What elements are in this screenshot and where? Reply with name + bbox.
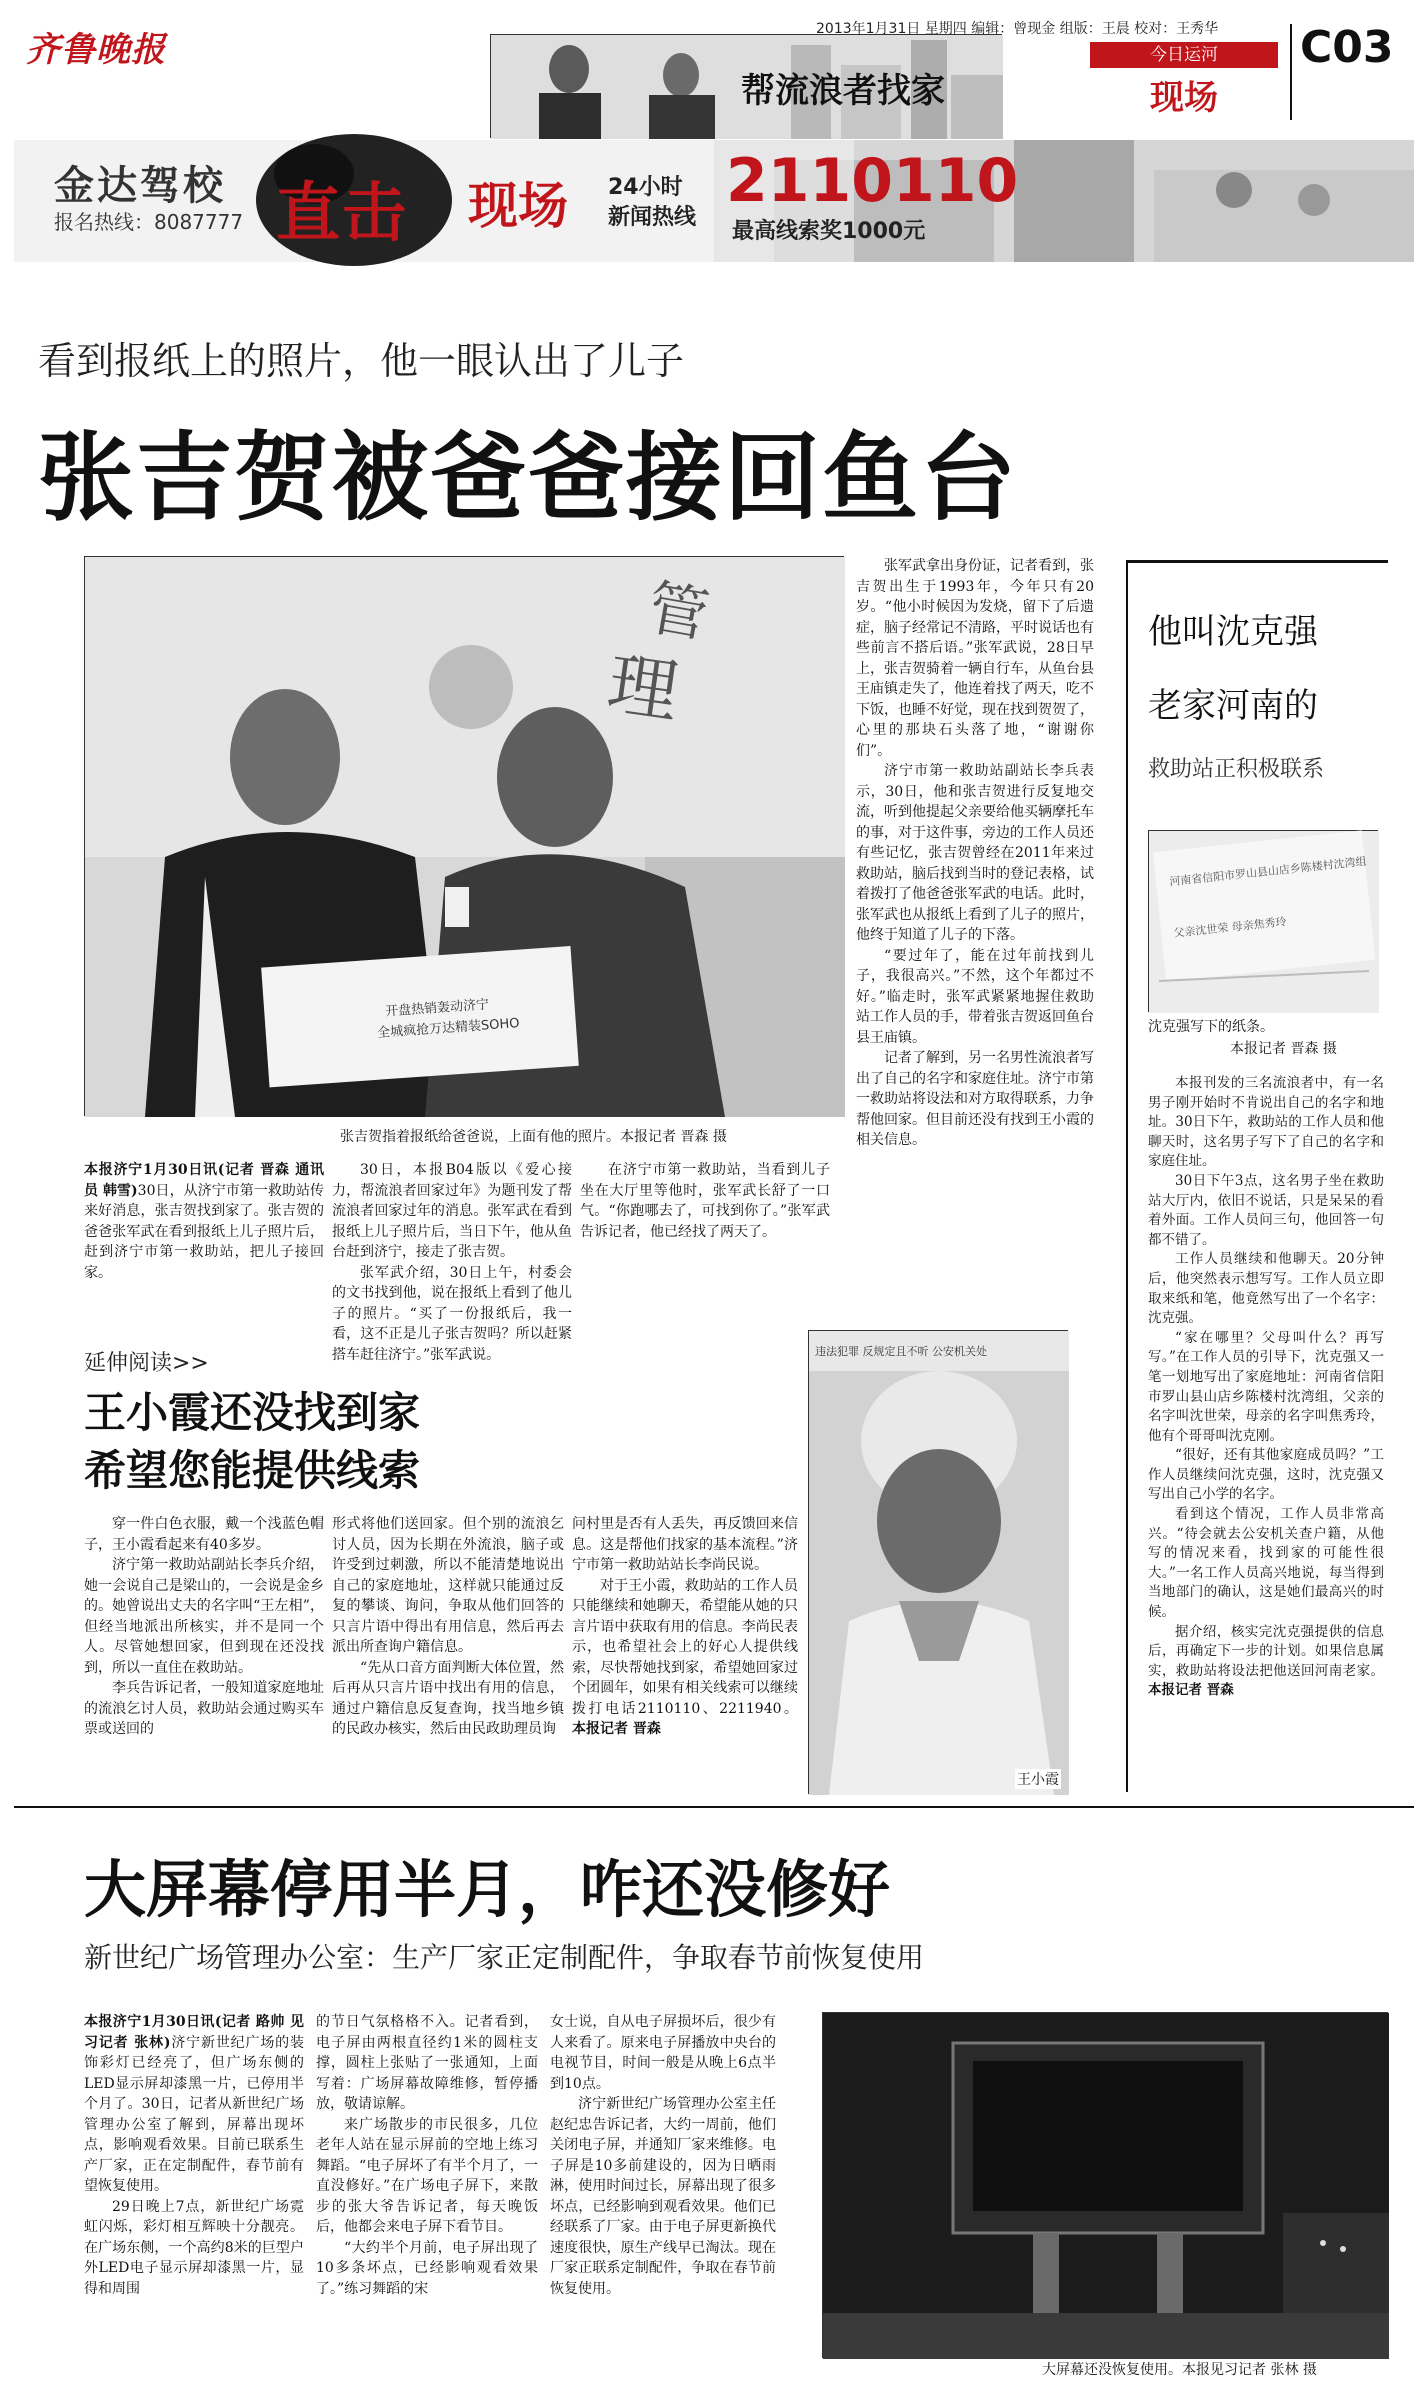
article3-col2 [316,2012,538,2356]
brand-zhiji: 直击 [276,177,408,251]
sidebar-photo-note-1: 河南省信阳市罗山县山店乡陈楼村沈湾组 [1168,854,1368,889]
article3-deck: 新世纪广场管理办公室：生产厂家正定制配件，争取春节前恢复使用 [84,1941,925,1974]
svg-text:管: 管 [642,572,714,653]
article2-photo-art [809,1331,1069,1795]
article3-col3 [550,2012,776,2356]
article1-photo [84,556,844,1116]
hotline-label-1: 24小时 [608,175,683,200]
masthead [0,0,1417,150]
article1-col3-text: 在济宁市第一救助站，当看到儿子坐在大厅里等他时，张军武长舒了一口气。“你跑哪去了，可找到你了。”张军武告诉记者，他已经找了两天了。 [580,1162,830,1240]
sidebar-p7 [1148,1623,1384,1701]
school-name: 金达驾校 [54,163,226,209]
article1-headline: 张吉贺被爸爸接回鱼台 [38,422,1018,534]
article1-dateline: 本报济宁1月30日讯(记者 晋森 通讯员 韩雪) [84,1162,324,1199]
hotline-label-2: 新闻热线 [608,205,697,230]
sidebar-p7-text: 据介绍，核实完沈克强提供的信息后，再确定下一步的计划。如果信息属实，救助站将设法把他送回河南老家。 [1148,1623,1384,1679]
article2-headline-1: 王小霞还没找到家 [84,1388,421,1437]
sidebar-p4: “家在哪里？父母叫什么？再写写。”在工作人员的引导下，沈克强又一笔一划地写出了家庭地址：河南省信阳市罗山县山店乡陈楼村沈湾组，父亲的名字叫沈世荣，母亲的名字叫焦秀玲，他有个哥哥叫沈克刚。 [1148,1329,1384,1444]
banner-title: 帮流浪者找家 [741,71,945,111]
photo-newspaper-line-2: 全城疯抢万达精装SOHO [376,1016,520,1041]
article2-tag: 延伸阅读>> [84,1351,209,1376]
hotline-number: 2110110 [726,146,1019,216]
article2-c2-p1: 形式将他们送回家。但个别的流浪乞讨人员，因为长期在外流浪，脑子或许受到过刺激，所以不能清楚地说出自己的家庭地址，这样就只能通过反复的攀谈、询问，争取从他们回答的只言片语中得出有用信息，然后再去派出所查询户籍信息。 [332,1516,564,1655]
article1-col1 [84,1160,324,1328]
section-box [1090,42,1278,120]
article2-c3-p2-text: 对于王小霞，救助站的工作人员只能继续和她聊天，希望能从她的只言片语中获取有用的信息。李尚民表示，也希望社会上的好心人提供线索，尽快帮她找到家，希望她回家过个团圆年，如果有相关线索可以继续拨打电话2110110、2211940。 [572,1577,798,1717]
article3-headline: 大屏幕停用半月，咋还没修好 [84,1853,891,1926]
article3-c2-p2: 来广场散步的市民很多，几位老年人站在显示屏前的空地上练习舞蹈。“电子屏坏了有半个月了，一直没修好。”在广场电子屏下，来散步的张大爷告诉记者，每天晚饭后，他都会来电子屏下看节目。 [316,2116,538,2235]
article1-col4-p1: 张军武拿出身份证，记者看到，张吉贺出生于1993年，今年只有20岁。“他小时候因为发烧，留下了后遗症，脑子经常记不清路，平时说话也有些前言不搭后语。”张军武说，28日早上，张吉贺骑着一辆自行车，从鱼台县王庙镇走失了，他连着找了两天，吃不下饭，也睡不好觉，现在找到贺贺了，心里的那块石头落了地，“谢谢你们”。 [856,558,1094,759]
article1-col1-text: 30日，从济宁市第一救助站传来好消息，张吉贺找到家了。张吉贺的爸爸张军武在看到报纸上儿子照片后，赶到济宁市第一救助站，把儿子接回家。 [84,1182,324,1281]
ad-bar [14,140,1414,262]
sidebar-body [1148,1074,1384,1780]
sidebar-photo [1148,830,1378,1012]
sidebar-top-rule [1128,560,1388,563]
article2-c1-p3: 李兵告诉记者，一般知道家庭地址的流浪乞讨人员，救助站会通过购买车票或送回的 [84,1680,324,1737]
article2-headline-2: 希望您能提供线索 [84,1446,421,1495]
article1-kicker: 看到报纸上的照片，他一眼认出了儿子 [38,339,685,383]
article2-photo [808,1330,1068,1794]
sidebar-photo-credit: 本报记者 晋森 摄 [1230,1041,1337,1057]
article2-c3-p1: 问村里是否有人丢失，再反馈回来信息。这是帮他们找家的基本流程。”济宁市第一救助站站长李尚民说。 [572,1516,798,1573]
sidebar-vline [1126,560,1128,1792]
article3-col1 [84,2012,304,2356]
sidebar-subtitle: 救助站正积极联系 [1148,757,1325,782]
banner-photo [490,34,1002,138]
section-top: 今日运河 [1090,42,1278,68]
article2-photo-caption: 王小霞 [1015,1769,1061,1789]
article2-c1-p1: 穿一件白色衣服，戴一个浅蓝色帽子，王小霞看起来有40多岁。 [84,1516,324,1553]
sidebar-photo-caption: 沈克强写下的纸条。 [1148,1019,1274,1035]
sidebar-p6: 看到这个情况，工作人员非常高兴。“待会就去公安机关查户籍，从他写的情况来看，找到家的可能性很大。”一名工作人员高兴地说，每当得到当地部门的确认，这是她们最高兴的时候。 [1148,1506,1384,1621]
article3-c1-p2: 29日晚上7点，新世纪广场霓虹闪烁，彩灯相互辉映十分靓亮。在广场东侧，一个高约8米的巨型户外LED电子显示屏却漆黑一片，显得和周围 [84,2198,304,2297]
sidebar-title-1: 他叫沈克强 [1148,612,1318,652]
paper-logo: 齐鲁晚报 [26,30,166,70]
article3-photo-caption: 大屏幕还没恢复使用。本报见习记者 张林 摄 [1042,2362,1317,2378]
article1-col2-p2: 张军武介绍，30日上午，村委会的文书找到他，说在报纸上看到了他儿子的照片。“买了一份报纸后，我一看，这不正是儿子张吉贺吗？所以赶紧搭车赶往济宁。”张军武说。 [332,1264,572,1363]
article2-c3-p2 [572,1576,798,1740]
article2-c2-p2: “先从口音方面判断大体位置，然后再从只言片语中找出有用的信息，通过户籍信息反复查询，找当地乡镇的民政办核实，然后由民政助理员询 [332,1659,564,1737]
sidebar-p3: 工作人员继续和他聊天。20分钟后，他突然表示想写写。工作人员立即取来纸和笔，他竟然写出了一个名字：沈克强。 [1148,1251,1384,1327]
section-divider [14,1806,1414,1808]
school-phone: 报名热线：8087777 [54,210,244,234]
photo-newspaper-line-1: 开盘热销轰动济宁 [384,997,490,1020]
article3-photo [822,2012,1388,2358]
masthead-vline [1290,24,1292,120]
article2-photo-sign: 违法犯罪 反规定且不听 公安机关处 [815,1345,987,1358]
sidebar-p2: 30日下午3点，这名男子坐在救助站大厅内，依旧不说话，只是呆呆的看着外面。工作人员问三句，他回答一句都不错了。 [1148,1172,1384,1248]
brand-xianchang: 现场 [468,177,568,235]
article1-col4-p3: “要过年了，能在过年前找到儿子，我很高兴。”不然，这个年都过不好。”临走时，张军武紧紧地握住救助站工作人员的手，带着张吉贺返回鱼台县王庙镇。 [856,947,1094,1046]
article1-col4 [856,556,1094,1332]
article1-col4-p4: 记者了解到，另一名男性流浪者写出了自己的名字和家庭住址。济宁市第一救助站将设法和对方取得联系，力争帮他回家。但目前还没有找到王小霞的相关信息。 [856,1050,1094,1148]
sidebar-photo-note-2: 父亲沈世荣 母亲焦秀玲 [1172,915,1288,940]
article3-c1-p1: 济宁新世纪广场的装饰彩灯已经亮了，但广场东侧的LED显示屏却漆黑一片，已停用半个月了。30日，记者从新世纪广场管理办公室了解到，屏幕出现坏点，影响观看效果。目前已联系生产厂家，正在定制配件，春节前有望恢复使用。 [84,2034,304,2194]
article1-col4-p2: 济宁市第一救助站副站长李兵表示，30日，他和张吉贺进行反复地交流，听到他提起父亲要给他买辆摩托车的事，对于这件事，旁边的工作人员还有些记忆，张吉贺曾经在2011年来过救助站，脑后找到当时的登记表格，试着拨打了他爸爸张军武的电话。此时，张军武也从报纸上看到了儿子的照片，他终于知道了儿子的下落。 [856,763,1094,943]
sidebar-title-2: 老家河南的 [1148,686,1318,726]
date-line: 2013年1月31日 星期四 编辑：曾现金 组版：王晨 校对：王秀华 [816,21,1219,37]
article2-credit: 本报记者 晋森 [572,1721,661,1737]
article2-col2 [332,1514,564,1794]
article1-col2 [332,1160,572,1363]
article2-c1-p2: 济宁第一救助站副站长李兵介绍，她一会说自己是梁山的，一会说是金乡的。她曾说出丈夫的名字叫“王左相”，但经当地派出所核实，并不是同一个人。尽管她想回家，但到现在还没找到，所以一直住在救助站。 [84,1557,324,1676]
sidebar-credit: 本报记者 晋森 [1148,1682,1234,1699]
article3-c2-p1: 的节日气氛格格不入。记者看到，电子屏由两根直径约1米的圆柱支撑，圆柱上张贴了一张通知，上面写着：广场屏幕故障维修，暂停播放，敬请谅解。 [316,2014,538,2112]
article2-col3 [572,1514,798,1794]
article1-col2-p1: 30日，本报B04版以《爱心接力，帮流浪者回家过年》为题刊发了帮流浪者回家过年的消息。张军武在看到报纸上儿子照片后，当日下午，他从鱼台赶到济宁，接走了张吉贺。 [332,1162,572,1260]
article3-c3-p1: 女士说，自从电子屏损坏后，很少有人来看了。原来电子屏播放中央台的电视节目，时间一般是从晚上6点半到10点。 [550,2014,776,2092]
article3-dateline: 本报济宁1月30日讯(记者 路帅 见习记者 张林) [84,2014,304,2051]
sidebar-p1: 本报刊发的三名流浪者中，有一名男子刚开始时不肯说出自己的名字和地址。30日下午，救助站的工作人员和他聊天时，这名男子写下了自己的名字和家庭住址。 [1148,1075,1384,1170]
hotline-reward: 最高线索奖1000元 [732,219,926,244]
article1-col3 [580,1160,830,1328]
section-main: 现场 [1150,78,1218,118]
sidebar-p5: “很好，还有其他家庭成员吗？”工作人员继续问沈克强，这时，沈克强又写出自己小学的名字。 [1148,1447,1384,1503]
article2-col1 [84,1514,324,1794]
article3-photo-art [823,2013,1389,2359]
article3-c3-p2: 济宁新世纪广场管理办公室主任赵纪忠告诉记者，大约一周前，他们关闭电子屏，并通知厂家来维修。电子屏是10多前建设的，因为日晒雨淋，使用时间过长，屏幕出现了很多坏点，已经影响到观看效果。他们已经联系了厂家。由于电子屏更新换代速度很快，原生产线早已淘汰。现在厂家正联系定制配件，争取在春节前恢复使用。 [550,2096,776,2297]
svg-text:理: 理 [602,642,684,734]
article1-photo-caption: 张吉贺指着报纸给爸爸说，上面有他的照片。本报记者 晋森 摄 [340,1129,727,1145]
page-number: C03 [1300,22,1394,73]
article3-c2-p3: “大约半个月前，电子屏出现了10多条坏点，已经影响观看效果了。”练习舞蹈的宋 [316,2239,538,2297]
